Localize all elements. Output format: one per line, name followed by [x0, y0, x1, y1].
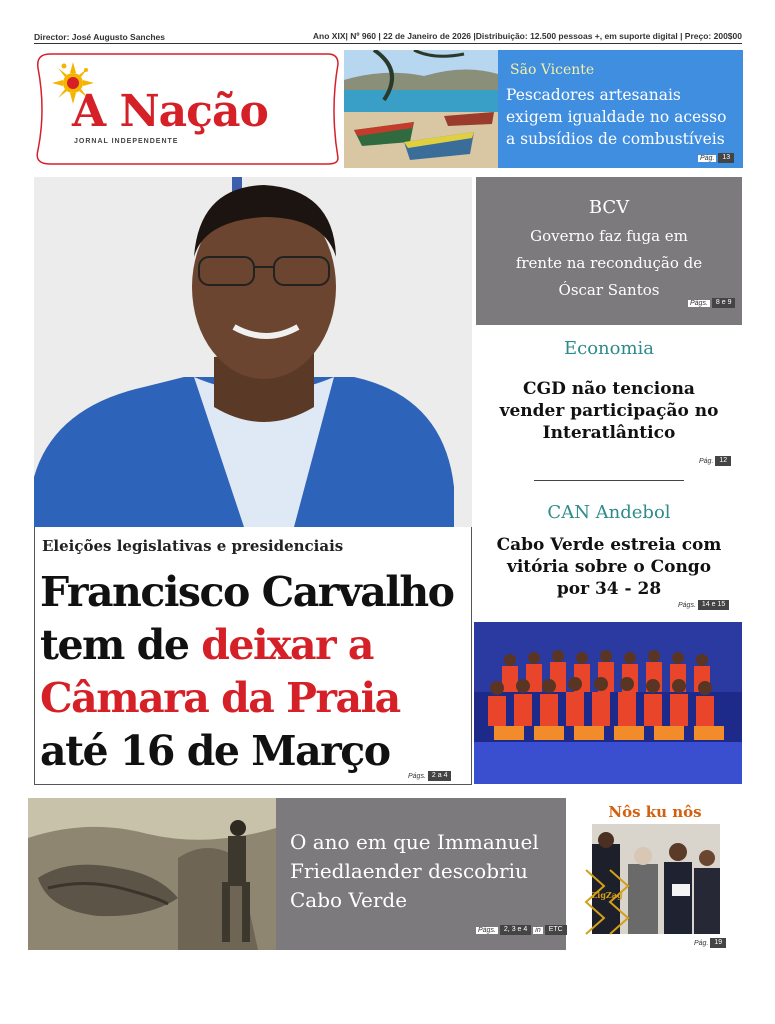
- history-page: [476, 925, 567, 935]
- page-label: Pág.: [694, 939, 709, 947]
- francisco-carvalho-photo: [34, 177, 472, 527]
- economia-kicker: Economia: [563, 338, 655, 359]
- page-number: 2 a 4: [428, 771, 452, 781]
- page-number: 12: [715, 456, 731, 466]
- main-story-page: [408, 771, 451, 781]
- page-label: Págs.: [478, 926, 496, 934]
- headline-part2: até 16 de Março: [40, 727, 390, 775]
- top-story-box[interactable]: [498, 50, 743, 168]
- column-title: Nôs ku nôs: [608, 803, 702, 821]
- issue-info-line: Ano XIX| Nº 960 | 22 de Janeiro de 2026 |Distribuição: 12.500 pessoas +, em suporte digital | Preço: 200$00: [312, 31, 742, 41]
- page-number: 2, 3 e 4: [500, 925, 531, 935]
- team-scene: [474, 622, 742, 784]
- andebol-page: [678, 600, 729, 610]
- zigzag-icon: [582, 860, 632, 940]
- andebol-kicker: CAN Andebol: [547, 502, 671, 523]
- portrait: [34, 177, 472, 527]
- top-story-headline[interactable]: Pescadores artesanais exigem igualdade no acesso a subsídios de combustíveis: [506, 86, 727, 148]
- andebol-headline[interactable]: Cabo Verde estreia com vitória sobre o Congo por 34 - 28: [496, 535, 722, 599]
- economia-headline[interactable]: CGD não tenciona vender participação no Interatlântico: [499, 379, 719, 443]
- headline-highlight: deixar a Câmara da Praia: [40, 621, 400, 722]
- top-rule: [34, 43, 742, 44]
- zigzag-badge: [582, 860, 632, 940]
- column-page: [694, 938, 726, 948]
- main-story-kicker: Eleições legislativas e presidenciais: [42, 537, 344, 555]
- bcv-page: [688, 298, 735, 308]
- top-story-kicker: São Vicente: [510, 62, 595, 78]
- friedlaender-photo: [28, 798, 276, 950]
- logo: [28, 50, 342, 168]
- page-number: 13: [718, 153, 734, 163]
- supplement-name: ETC: [545, 925, 567, 935]
- zigzag-label: ZigZag: [591, 890, 623, 900]
- beach-scene: [344, 50, 498, 168]
- bcv-headline[interactable]: Governo faz fuga em frente na recondução de Óscar Santos: [515, 227, 703, 299]
- logo-subtitle: JORNAL INDEPENDENTE: [74, 138, 179, 145]
- logo-title: A Nação: [72, 86, 268, 137]
- page-number: 8 e 9: [712, 298, 736, 308]
- economia-divider: [534, 480, 684, 481]
- main-story-headline[interactable]: [40, 566, 460, 778]
- history-headline[interactable]: O ano em que Immanuel Friedlaender descobriu Cabo Verde: [290, 830, 539, 912]
- historic-scene: [28, 798, 276, 950]
- page-label: Págs.: [408, 772, 426, 780]
- page-label: Pág.: [699, 457, 714, 465]
- in-label: in: [535, 926, 541, 934]
- economia-page: [699, 456, 731, 466]
- top-story-page: [698, 153, 734, 163]
- director-line: Director: José Augusto Sanches: [34, 32, 165, 42]
- headline-part1: Francisco Carvalho tem de: [40, 568, 454, 669]
- page-number: 14 e 15: [698, 600, 729, 610]
- handball-team-photo: [474, 622, 742, 784]
- page-label: Pág.: [700, 154, 715, 162]
- page-number: 19: [710, 938, 726, 948]
- page-label: Págs.: [690, 299, 708, 307]
- bcv-kicker: BCV: [588, 197, 630, 218]
- beach-boats-photo: [344, 50, 498, 168]
- page-label: Págs.: [678, 601, 696, 609]
